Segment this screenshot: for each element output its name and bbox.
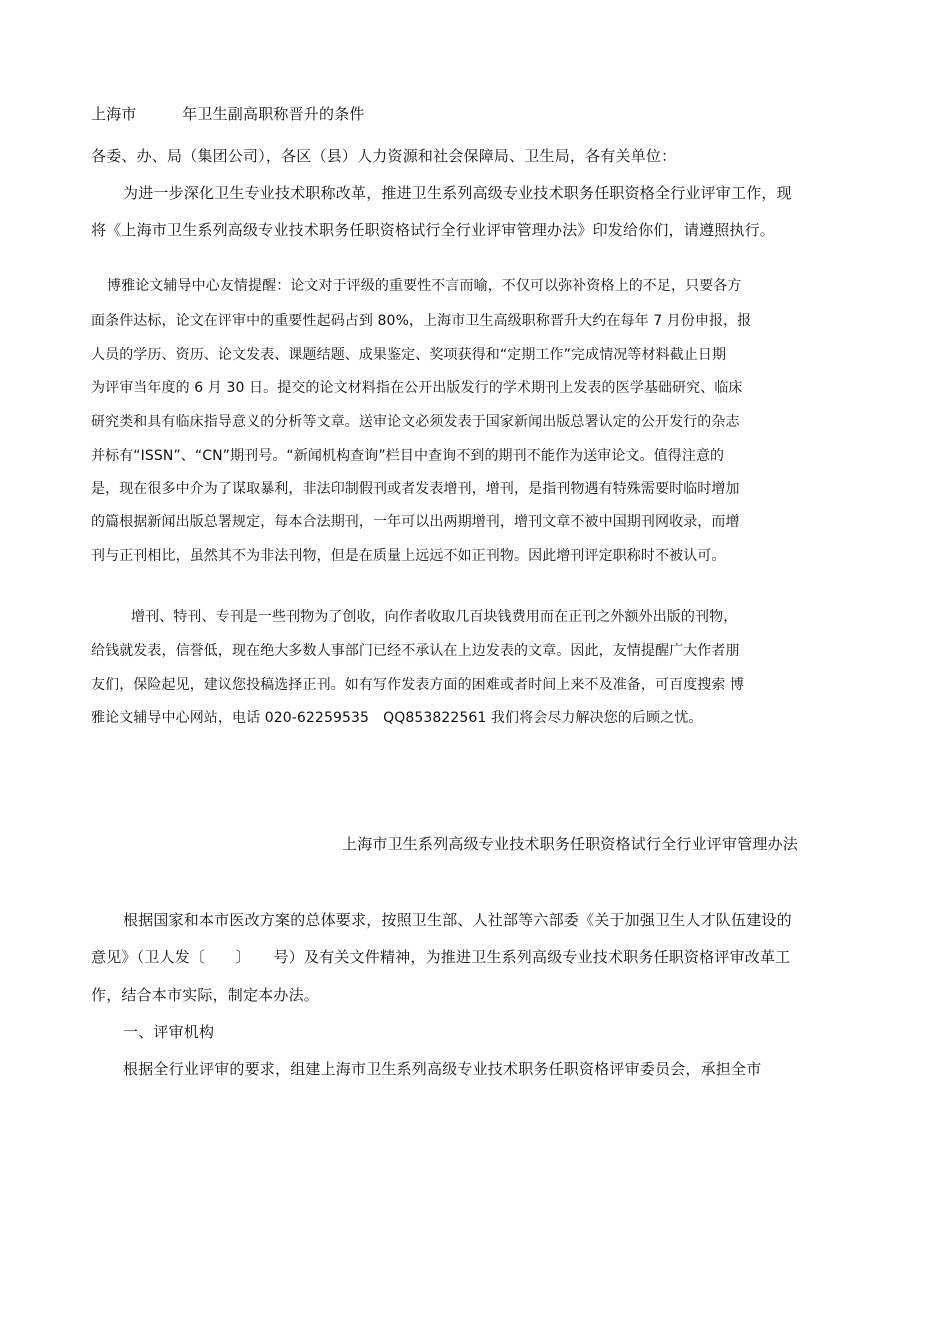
notice-line: 面条件达标，论文在评审中的重要性起码占到 80%，上海市卫生高级职称晋升大约在每年 7 月份申报，报: [91, 313, 752, 329]
salutation: 各委、办、局（集团公司），各区（县）人力资源和社会保障局、卫生局，各有关单位：: [91, 147, 677, 165]
notice-line: 博雅论文辅导中心友情提醒：论文对于评级的重要性不言而喻，不仅可以弥补资格上的不足，只要各方: [107, 278, 742, 294]
section-body-line: 根据全行业评审的要求，组建上海市卫生系列高级专业技术职务任职资格评审委员会，承担全市: [123, 1060, 762, 1078]
document-title: 上海市 年卫生副高职称晋升的条件: [91, 105, 365, 123]
notice-line: 并标有“ISSN”、“CN”期刊号。“新闻机构查询”栏目中查询不到的期刊不能作为送审论文。值得注意的: [91, 448, 725, 464]
notice2-line: 友们，保险起见，建议您投稿选择正刊。如有写作发表方面的困难或者时间上来不及准备，可百度搜索 博: [91, 677, 745, 693]
notice-line: 的篇根据新闻出版总署规定，每本合法期刊，一年可以出两期增刊，增刊文章不被中国期刊网收录，而增: [91, 514, 740, 530]
notice-line: 研究类和具有临床指导意义的分析等文章。送审论文必须发表于国家新闻出版总署认定的公开发行的杂志: [91, 414, 740, 430]
intro-line-2: 将《上海市卫生系列高级专业技术职务任职资格试行全行业评审管理办法》印发给你们，请遵照执行。: [91, 221, 776, 239]
notice2-line: 增刊、特刊、专刊是一些刊物为了创收，向作者收取几百块钱费用而在正刊之外额外出版的刊物，: [131, 609, 738, 625]
measures-intro-line-2: 意见》（卫人发〔 〕 号）及有关文件精神，为推进卫生系列高级专业技术职务任职资格评审改革工: [91, 948, 791, 966]
notice2-line: 雅论文辅导中心网站，电话 020-62259535 QQ853822561 我们将会尽力解决您的后顾之忧。: [91, 710, 703, 726]
intro-line-1: 为进一步深化卫生专业技术职称改革，推进卫生系列高级专业技术职务任职资格全行业评审工作，现: [123, 184, 792, 202]
measures-title: 上海市卫生系列高级专业技术职务任职资格试行全行业评审管理办法: [342, 835, 799, 853]
notice-line: 为评审当年度的 6 月 30 日。提交的论文材料指在公开出版发行的学术期刊上发表的医学基础研究、临床: [91, 380, 743, 396]
notice-line: 人员的学历、资历、论文发表、课题结题、成果鉴定、奖项获得和“定期工作”完成情况等材料截止日期: [91, 347, 727, 363]
measures-intro-line-3: 作，结合本市实际，制定本办法。: [91, 986, 320, 1004]
notice-line: 是，现在很多中介为了谋取暴利，非法印制假刊或者发表增刊，增刊，是指刊物遇有特殊需要时临时增加: [91, 481, 740, 497]
measures-intro-line-1: 根据国家和本市医改方案的总体要求，按照卫生部、人社部等六部委《关于加强卫生人才队伍建设的: [123, 911, 792, 929]
section-heading: 一、评审机构: [123, 1023, 215, 1041]
notice-line: 刊与正刊相比，虽然其不为非法刊物，但是在质量上远远不如正刊物。因此增刊评定职称时不被认可。: [91, 548, 726, 564]
notice2-line: 给钱就发表，信誉低，现在绝大多数人事部门已经不承认在上边发表的文章。因此，友情提醒广大作者朋: [91, 643, 740, 659]
